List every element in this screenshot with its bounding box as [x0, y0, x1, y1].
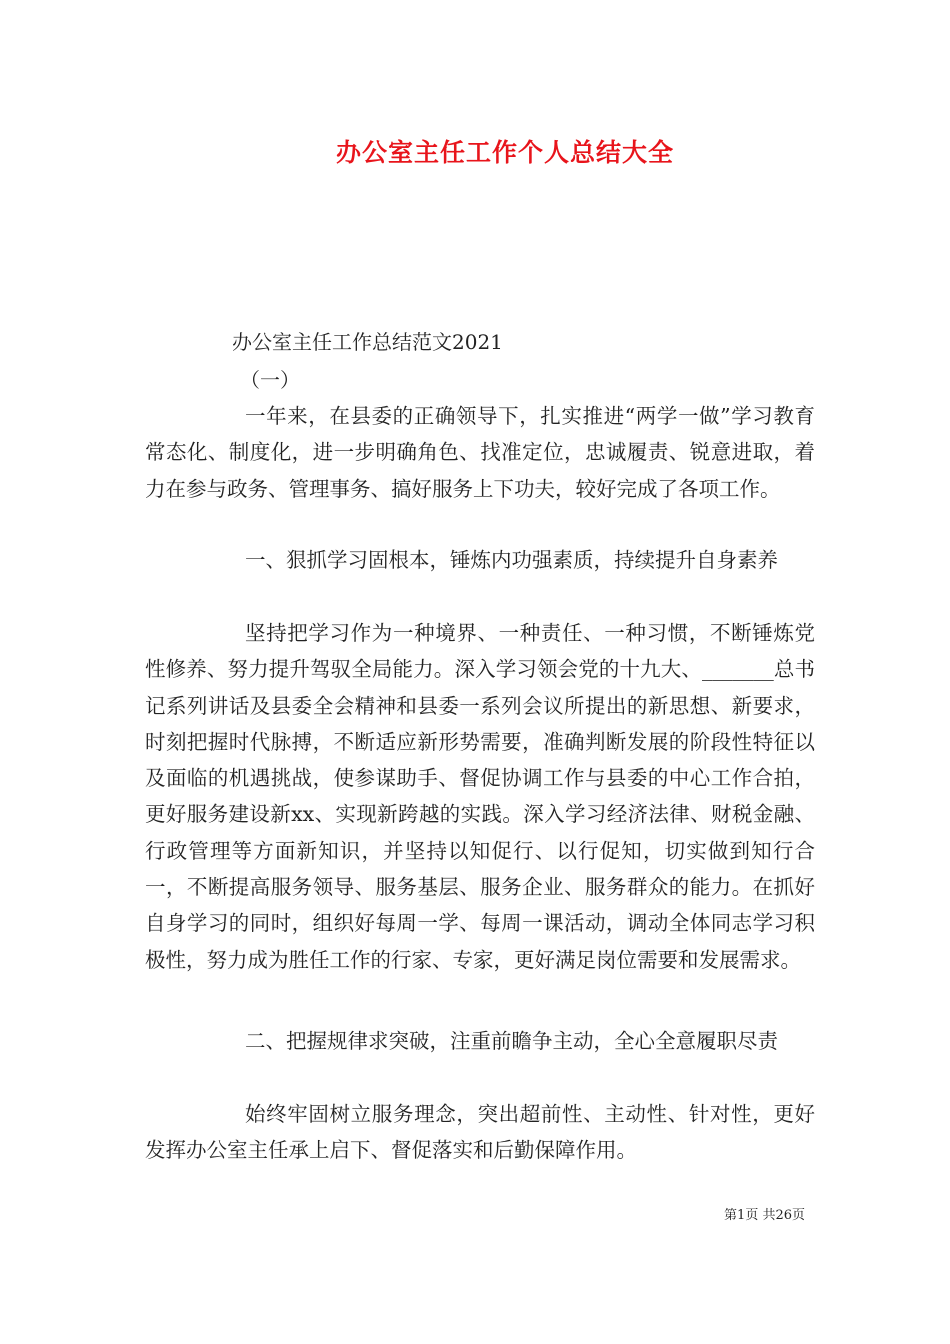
page-number-footer: 第1页 共26页 [724, 1208, 805, 1223]
section-body-1: 坚持把学习作为一种境界、一种责任、一种习惯，不断锤炼党性修养、努力提升驾驭全局能力。深入学习领会党的十九大、_______总书记系列讲话及县委全会精神和县委一系列会议所提出的新思想、新要求，时刻把握时代脉搏，不断适应新形势需要，准确判断发展的阶段性特征以及面临的机遇挑战，使参谋助手、督促协调工作与县委的中心工作合拍，更好服务建设新xx、实现新跨越的实践。深入学习经济法律、财税金融、行政管理等方面新知识，并坚持以知促行、以行促知，切实做到知行合一，不断提高服务领导、服务基层、服务企业、服务群众的能力。在抓好自身学习的同时，组织好每周一学、每周一课活动，调动全体同志学习积极性，努力成为胜任工作的行家、专家，更好满足岗位需要和发展需求。 [145, 621, 815, 972]
section-heading-1: 一、狠抓学习固根本，锤炼内功强素质，持续提升自身素养 [245, 548, 778, 572]
intro-paragraph: 一年来，在县委的正确领导下，扎实推进“两学一做”学习教育常态化、制度化，进一步明确角色、找准定位，忠诚履责、锐意进取，着力在参与政务、管理事务、搞好服务上下功夫，较好完成了各项工作。 [145, 404, 815, 501]
section-heading-2: 二、把握规律求突破，注重前瞻争主动，全心全意履职尽责 [245, 1029, 778, 1053]
section-body-2: 始终牢固树立服务理念，突出超前性、主动性、针对性，更好发挥办公室主任承上启下、督促落实和后勤保障作用。 [145, 1102, 815, 1163]
section-number: （一） [240, 368, 300, 392]
document-title: 办公室主任工作个人总结大全 [335, 138, 674, 167]
document-subtitle: 办公室主任工作总结范文2021 [232, 330, 503, 354]
